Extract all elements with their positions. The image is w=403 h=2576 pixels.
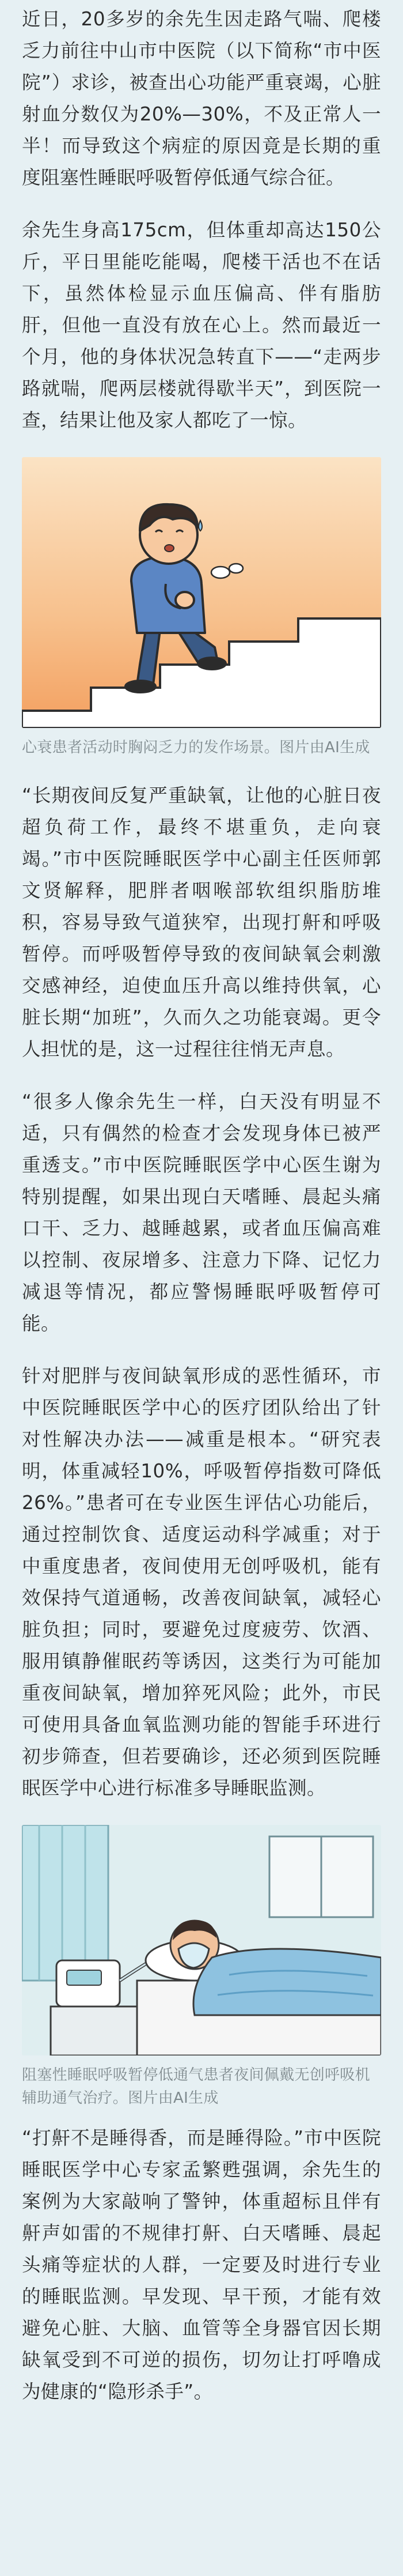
paragraph-6: “打鼾不是睡得香，而是睡得险。”市中医院睡眠医学中心专家孟繁甦强调，余先生的案例为大家敲响了警钟，体重超标且伴有鼾声如雷的不规律打鼾、白天嗜睡、晨起头痛等症状的人群，一定要及时进行专业的睡眠监测。早发现、早干预，才能有效避免心脏、大脑、血管等全身器官因长期缺氧受到不可逆的损伤，切勿让打呼噜成为健康的“隐形杀手”。 <box>22 2127 381 2402</box>
figure-2-caption: 阻塞性睡眠呼吸暂停低通气患者夜间佩戴无创呼吸机辅助通气治疗。图片由AI生成 <box>22 2066 370 2107</box>
paragraph-2: 余先生身高175cm，但体重却高达150公斤，平日里能吃能喝，爬楼干活也不在话下，虽然体检显示血压偏高、伴有脂肪肝，但他一直没有放在心上。然而最近一个月，他的身体状况急转直下——“走两步路就喘，爬两层楼就得歇半天”，到医院一查，结果让他及家人都吃了一惊。 <box>22 219 381 431</box>
figure-cpap <box>22 1825 381 2110</box>
paragraph-4: “很多人像余先生一样，白天没有明显不适，只有偶然的检查才会发现身体已被严重透支。”市中医院睡眠医学中心医生谢为特别提醒，如果出现白天嗜睡、晨起头痛口干、乏力、越睡越累，或者血压偏高难以控制、夜尿增多、注意力下降、记忆力减退等情况，都应警惕睡眠呼吸暂停可能。 <box>22 1091 381 1334</box>
cpap-illustration <box>22 1825 381 2055</box>
stairs-illustration <box>22 457 381 728</box>
paragraph-5: 针对肥胖与夜间缺氧形成的恶性循环，市中医院睡眠医学中心的医疗团队给出了针对性解决办法——减重是根本。“研究表明，体重减轻10%，呼吸暂停指数可降低26%。”患者可在专业医生评估心功能后，通过控制饮食、适度运动科学减重；对于中重度患者，夜间使用无创呼吸机，能有效保持气道通畅，改善夜间缺氧，减轻心脏负担；同时，要避免过度疲劳、饮酒、服用镇静催眠药等诱因，这类行为可能加重夜间缺氧，增加猝死风险；此外，市民可使用具备血氧监测功能的智能手环进行初步筛查，但若要确诊，还必须到医院睡眠医学中心进行标准多导睡眠监测。 <box>22 1365 381 1799</box>
paragraph-1: 近日，20多岁的余先生因走路气喘、爬楼乏力前往中山市中医院（以下简称“市中医院”）求诊，被查出心功能严重衰竭，心脏射血分数仅为20%—30%，不及正常人一半！而导致这个病症的原因竟是长期的重度阻塞性睡眠呼吸暂停低通气综合征。 <box>22 8 381 188</box>
figure-1-caption: 心衰患者活动时胸闷乏力的发作场景。图片由AI生成 <box>22 739 370 756</box>
article <box>0 3 403 2576</box>
figure-stairs <box>22 457 381 759</box>
paragraph-3: “长期夜间反复严重缺氧，让他的心脏日夜超负荷工作，最终不堪重负，走向衰竭。”市中医院睡眠医学中心副主任医师郭文贤解释，肥胖者咽喉部软组织脂肪堆积，容易导致气道狭窄，出现打鼾和呼吸暂停。而呼吸暂停导致的夜间缺氧会刺激交感神经，迫使血压升高以维持供氧，心脏长期“加班”，久而久之功能衰竭。更令人担忧的是，这一过程往往悄无声息。 <box>22 785 381 1060</box>
